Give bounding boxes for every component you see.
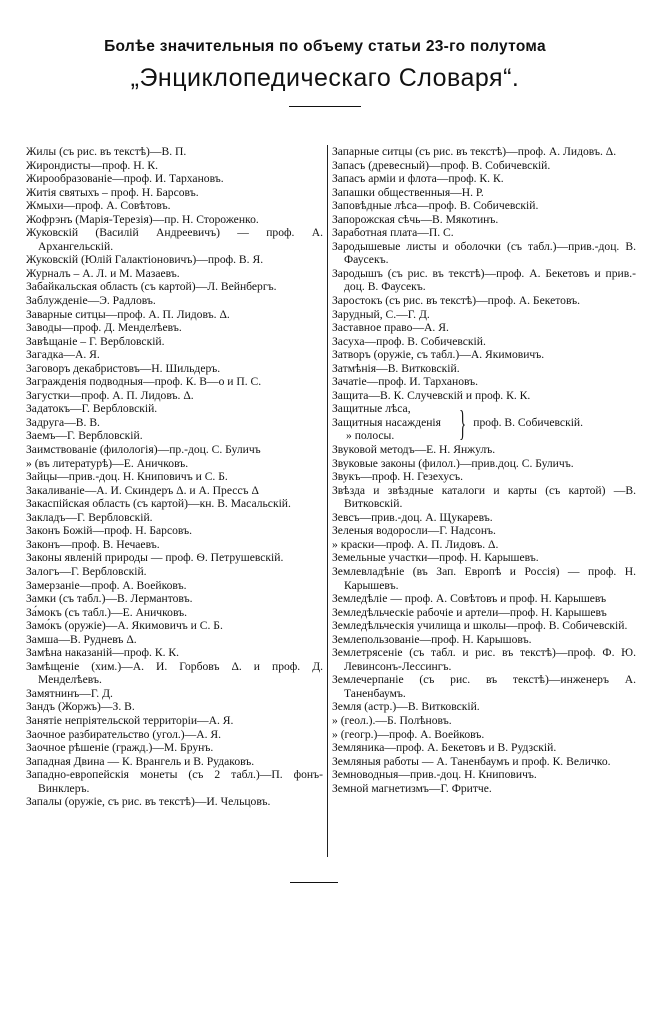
list-item: Запарные ситцы (съ рис. въ текстѣ)—проф. А. Лидовъ. Δ. (332, 145, 617, 158)
list-item: Заростокъ (съ рис. въ текстѣ)—проф. А. Бекетовъ. (332, 294, 581, 308)
list-item: Заработная плата—П. С. (332, 226, 454, 240)
list-item: » (въ литературѣ)—Е. Аничковъ. (26, 456, 189, 470)
list-item: Заочное рѣшеніе (гражд.)—М. Брунъ. (26, 741, 214, 755)
list-item: Заимствованіе (филологія)—пр.-доц. С. Буличъ (26, 443, 261, 457)
list-item: Замятнинъ—Г. Д. (26, 686, 113, 700)
list-item: Заемъ—Г. Вербловскій. (26, 429, 143, 443)
list-item: Закладъ—Г. Вербловскій. (26, 510, 153, 524)
list-item: Запалы (оружіе, съ рис. въ текстѣ)—И. Чельцовъ. (26, 795, 271, 809)
list-item: Заповѣдные лѣса—проф. В. Собичевскій. (332, 199, 539, 213)
list-item: Загустки—проф. А. П. Лидовъ. Δ. (26, 388, 194, 402)
list-item: Западная Двина — К. Врангель и В. Рудаковъ. (26, 754, 255, 768)
list-item: Законъ Божій—проф. Н. Барсовъ. (26, 524, 192, 538)
list-item: Земледѣліе — проф. А. Совѣтовъ и проф. Н. Карышевъ (332, 592, 607, 606)
list-item: Защита—В. К. Случевскій и проф. К. К. (332, 388, 531, 402)
list-item: Запасъ арміи и флота—проф. К. К. (332, 172, 504, 186)
list-item: Зеленыя водоросли—Г. Надсонъ. (332, 524, 496, 538)
list-item: Запасъ (древесный)—проф. В. Собичевскій. (332, 158, 551, 172)
list-item: Запорожская сѣчь—В. Мякотинъ. (332, 212, 499, 226)
list-item: Землевладѣніе (въ Зап. Европѣ и Россія) — проф. Н. Карышевъ. (332, 564, 636, 592)
left-column (26, 145, 323, 809)
page-title: Болѣе значительныя по объему статьи 23-го полутома (104, 38, 546, 55)
list-item: Затмѣнія—В. Витковскій. (332, 361, 460, 375)
list-item: Запашки общественныя—Н. Р. (332, 185, 484, 199)
list-item: Землепользованіе—проф. Н. Карышовъ. (332, 632, 532, 646)
list-item: Земледѣльческія училища и школы—проф. В. Собичевскій. (332, 619, 628, 633)
list-item: Западно-европейскія монеты (съ 2 табл.)—П. фонъ-Винклеръ. (26, 768, 323, 795)
list-item: Законы явленій природы — проф. Ѳ. Петрушевскій. (26, 551, 284, 565)
list-item: Заблужденіе—Э. Радловъ. (26, 294, 156, 308)
list-item: Заочное разбирательство (угол.)—А. Я. (26, 727, 222, 741)
brace-group-entry (332, 402, 636, 443)
list-item: Занятіе непріятельской территоріи—А. Я. (26, 713, 234, 727)
list-item: Законъ—проф. В. Нечаевъ. (26, 537, 160, 551)
list-item: Жилы (съ рис. въ текстѣ)—В. П. (26, 145, 187, 158)
list-item: Зародышевые листы и оболочки (съ табл.)—прив.-доц. В. Фаусекъ. (332, 239, 636, 267)
list-item: Закаспійская область (съ картой)—кн. В. Масальскій. (26, 497, 291, 511)
list-item: » (геогр.)—проф. А. Воейковъ. (332, 727, 485, 741)
title-rule (289, 106, 361, 107)
list-item: Земля (астр.)—В. Витковскій. (332, 700, 480, 714)
list-item: Житія святыхъ – проф. Н. Барсовъ. (26, 185, 199, 199)
list-item: Заводы—проф. Д. Менделѣевъ. (26, 321, 182, 335)
list-item: Жофрэнъ (Марія-Терезія)—пр. Н. Стороженко. (26, 212, 259, 226)
list-item: » (геол.).—Б. Полѣновъ. (332, 713, 452, 727)
list-item: Замша—В. Рудневъ Δ. (26, 632, 137, 646)
list-item: Затворъ (оружіе, съ табл.)—А. Якимовичъ. (332, 348, 545, 362)
list-item: Замѣна наказаній—проф. К. К. (26, 646, 180, 660)
list-item: » полосы. (346, 429, 395, 443)
list-item: Задатокъ—Г. Вербловскій. (26, 402, 158, 416)
list-item: Зачатіе—проф. И. Тархановъ. (332, 375, 479, 389)
list-item: Жуковскій (Василій Андреевичъ) — проф. А. Архангельскій. (26, 226, 323, 253)
right-column (332, 145, 636, 795)
list-item: Зародышъ (съ рис. въ текстѣ)—проф. А. Бекетовъ и прив.-доц. В. Фаусекъ. (332, 266, 636, 294)
brace-author: проф. В. Собичевскій. (473, 415, 584, 429)
list-item: Замо́къ (оружіе)—А. Якимовичъ и С. Б. (26, 619, 223, 633)
list-item: Зайцы—прив.-доц. Н. Книповичъ и С. Б. (26, 470, 228, 484)
list-item: Звуковой методъ—Е. Н. Янжулъ. (332, 443, 496, 457)
list-item: Завѣщаніе – Г. Вербловскій. (26, 334, 165, 348)
list-item: Заговоръ декабристовъ—Н. Шильдеръ. (26, 361, 221, 375)
list-item: Замѣщеніе (хим.)—А. И. Горбовъ Δ. и проф. Д. Менделѣевъ. (26, 659, 323, 687)
brace-symbol: } (459, 402, 467, 443)
list-item: Жуковскій (Юлій Галактіоновичъ)—проф. В. Я. (26, 253, 264, 267)
list-item: Землечерпаніе (съ рис. въ текстѣ)—инженеръ А. Таненбаумъ. (332, 673, 636, 700)
list-item: Земледѣльческіе рабочіе и артели—проф. Н. Карышевъ (332, 605, 607, 619)
list-item: Загадка—А. Я. (26, 348, 100, 362)
list-item: Засуха—проф. В. Собичевскій. (332, 334, 486, 348)
list-item: За́мокъ (съ табл.)—Е. Аничковъ. (26, 605, 188, 619)
bottom-rule (290, 882, 338, 883)
list-item: Журналъ – А. Л. и М. Мазаевъ. (26, 266, 180, 280)
list-item: Жирообразованіе—проф. И. Тархановъ. (26, 172, 224, 186)
list-item: Звуковые законы (филол.)—прив.доц. С. Буличъ. (332, 456, 574, 470)
list-item: Закаливаніе—А. И. Скиндеръ Δ. и А. Прессъ Δ (26, 483, 259, 497)
list-item: Заставное право—А. Я. (332, 321, 449, 335)
list-item: Земельные участки—проф. Н. Карышевъ. (332, 551, 539, 565)
list-item: Задруга—В. В. (26, 415, 100, 429)
list-item: Земляника—проф. А. Бекетовъ и В. Рудзскій. (332, 741, 557, 755)
list-item: Залогъ—Г. Вербловскій. (26, 564, 147, 578)
page-subtitle: „Энциклопедическаго Словаря“. (130, 64, 520, 92)
list-item: Жмыхи—проф. А. Совѣтовъ. (26, 199, 171, 213)
list-item: Заварные ситцы—проф. А. П. Лидовъ. Δ. (26, 307, 230, 321)
column-divider (327, 145, 328, 857)
list-item: Жирондисты—проф. Н. К. (26, 158, 158, 172)
list-item: Землетрясеніе (съ табл. и рис. въ текстѣ)—проф. Ф. Ю. Левинсонъ-Лессингъ. (332, 646, 636, 673)
list-item: Земляныя работы — А. Таненбаумъ и проф. К. Величко. (332, 754, 611, 768)
list-item: » краски—проф. А. П. Лидовъ. Δ. (332, 537, 499, 551)
list-item: Забайкальская область (съ картой)—Л. Вейнбергъ. (26, 280, 277, 294)
list-item: Звукъ—проф. Н. Гезехусъ. (332, 470, 464, 484)
list-item: Земноводныя—прив.-доц. Н. Книповичъ. (332, 768, 537, 782)
list-item: Защитныя насажденія (332, 415, 441, 429)
list-item: Зарудный, С.—Г. Д. (332, 307, 430, 321)
list-item: Защитные лѣса, (332, 402, 411, 416)
list-item: Загражденія подводныя—проф. К. В—о и П. С. (26, 375, 262, 389)
list-item: Замки (съ табл.)—В. Лермантовъ. (26, 592, 193, 606)
list-item: Замерзаніе—проф. А. Воейковъ. (26, 578, 187, 592)
list-item: Звѣзда и звѣздные каталоги и карты (съ картой) —В. Витковскій. (332, 483, 636, 511)
list-item: Зевсъ—прив.-доц. А. Щукаревъ. (332, 510, 493, 524)
list-item: Земной магнетизмъ—Г. Фритче. (332, 781, 492, 795)
list-item: Зандъ (Жоржъ)—З. В. (26, 700, 135, 714)
